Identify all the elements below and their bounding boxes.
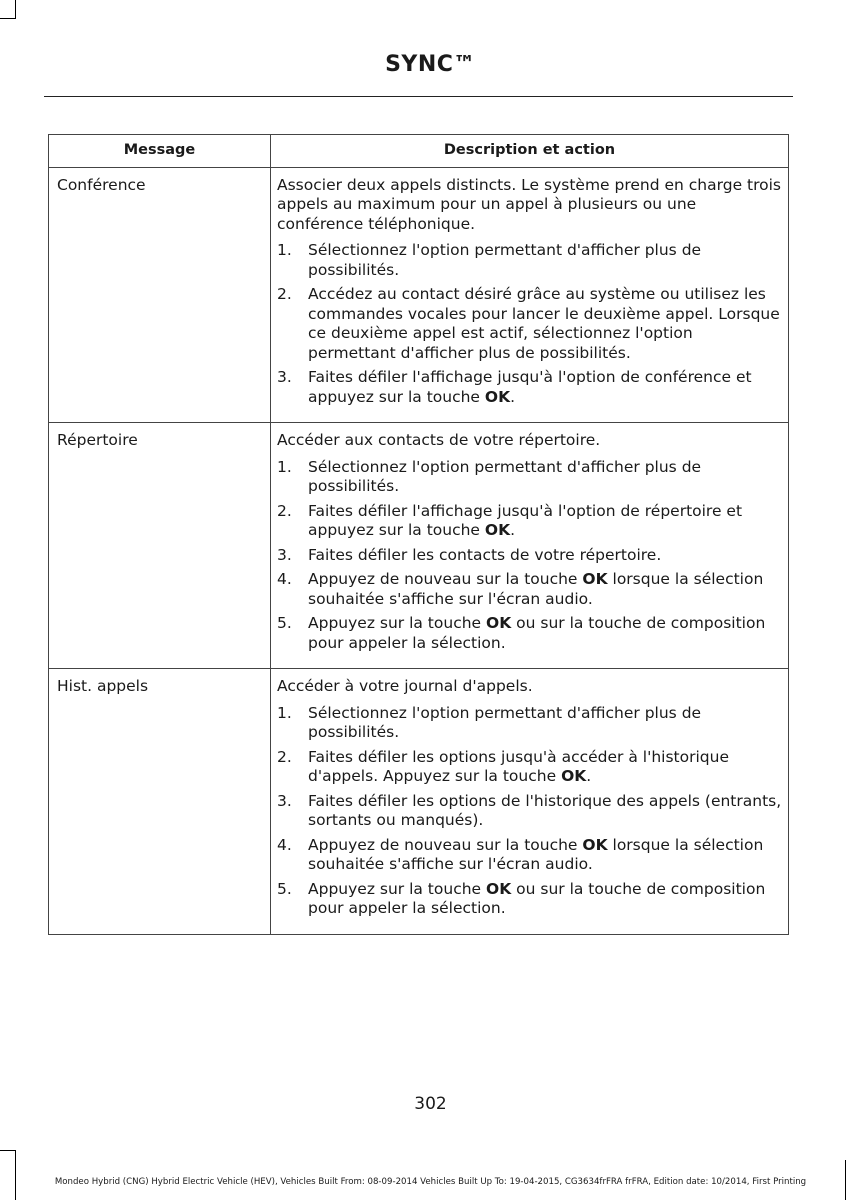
- step-item: [277, 792, 782, 831]
- page-title: SYNC™: [385, 52, 476, 77]
- step-number: 2.: [277, 501, 292, 520]
- step-text-main: Sélectionnez l'option permettant d'afficher plus de possibilités.: [308, 241, 702, 279]
- crop-mark-bottom-left-h: [0, 1150, 16, 1151]
- ok-key-label: OK: [486, 879, 512, 898]
- step-text: [308, 704, 782, 743]
- step-number: 2.: [277, 747, 292, 766]
- step-text-main: Appuyez sur la touche: [308, 614, 487, 632]
- message-table: [48, 134, 789, 935]
- message-cell: Conférence: [49, 167, 271, 423]
- step-text-after: lorsque la sélection souhaitée s'affiche sur l'écran audio.: [308, 570, 764, 608]
- step-text-after: .: [586, 767, 592, 785]
- table-row: [49, 167, 789, 423]
- ok-key-label: OK: [484, 521, 511, 539]
- ok-key-label: OK: [484, 387, 511, 406]
- message-cell: Répertoire: [49, 423, 271, 669]
- step-item: [277, 502, 782, 541]
- ok-key-label: OK: [582, 835, 608, 854]
- step-text: [308, 614, 782, 653]
- description-cell: [271, 167, 789, 423]
- step-item: [277, 368, 782, 407]
- step-text-after: .: [510, 521, 516, 539]
- step-text: [308, 241, 782, 280]
- table-row: [49, 669, 789, 935]
- title-divider: [44, 96, 793, 97]
- description-intro: Associer deux appels distincts. Le système prend en charge trois appels au maximum pour un appel à plusieurs ou une conférence téléphonique.: [277, 175, 782, 233]
- page-number: 302: [414, 1094, 447, 1114]
- step-item: [277, 704, 782, 743]
- step-text-after: lorsque la sélection souhaitée s'affiche sur l'écran audio.: [308, 835, 764, 873]
- step-number: 1.: [277, 241, 292, 259]
- step-item: [277, 570, 782, 609]
- table-body: [49, 167, 789, 934]
- step-number: 3.: [277, 368, 292, 386]
- step-text-after: ou sur la touche de composition pour appeler la sélection.: [308, 879, 766, 917]
- step-list: [277, 241, 782, 407]
- crop-mark-top-left-h: [0, 18, 16, 19]
- step-number: 5.: [277, 879, 292, 898]
- step-number: 1.: [277, 457, 292, 476]
- step-number: 1.: [277, 703, 292, 722]
- step-list: [277, 704, 782, 919]
- step-text-main: Faites défiler les options jusqu'à accéder à l'historique d'appels. Appuyez sur la touche: [308, 747, 729, 785]
- step-text-main: Sélectionnez l'option permettant d'afficher plus de possibilités.: [308, 457, 702, 495]
- step-number: 5.: [277, 614, 292, 632]
- column-header-description: Description et action: [271, 135, 789, 168]
- step-text-main: Faites défiler l'affichage jusqu'à l'option de conférence et appuyez sur la touche: [308, 368, 752, 406]
- step-number: 3.: [277, 791, 292, 810]
- step-item: [277, 614, 782, 653]
- step-text: [308, 285, 782, 363]
- crop-mark-bottom-left-v: [15, 1150, 16, 1200]
- ok-key-label: OK: [582, 570, 608, 588]
- description-cell: [271, 669, 789, 935]
- step-text-main: Accédez au contact désiré grâce au système ou utilisez les commandes vocales pour lancer le deuxième appel. Lorsque ce deuxième appel est actif, sélectionnez l'option permettant d'afficher plus de possibilités.: [308, 285, 780, 362]
- step-text: [308, 880, 782, 919]
- step-list: [277, 458, 782, 654]
- column-header-message: Message: [49, 135, 271, 168]
- step-item: [277, 546, 782, 566]
- step-text: [308, 458, 782, 497]
- step-item: [277, 285, 782, 363]
- ok-key-label: OK: [561, 767, 587, 785]
- step-item: [277, 748, 782, 787]
- step-text: [308, 368, 782, 407]
- step-text: [308, 792, 782, 831]
- description-intro: Accéder aux contacts de votre répertoire.: [277, 431, 601, 449]
- step-item: [277, 880, 782, 919]
- step-number: 4.: [277, 835, 292, 854]
- table-row: [49, 423, 789, 669]
- step-text: [308, 748, 782, 787]
- step-number: 4.: [277, 570, 292, 588]
- step-text-main: Faites défiler les contacts de votre répertoire.: [308, 545, 662, 564]
- description-cell: [271, 423, 789, 669]
- message-cell: Hist. appels: [49, 669, 271, 935]
- step-text: [308, 836, 782, 875]
- step-text: [308, 546, 782, 566]
- table-header-row: [49, 135, 789, 168]
- step-item: [277, 458, 782, 497]
- step-text-main: Appuyez sur la touche: [308, 879, 487, 898]
- step-text-main: Appuyez de nouveau sur la touche: [308, 835, 583, 854]
- step-text-main: Faites défiler l'affichage jusqu'à l'option de répertoire et appuyez sur la touche: [308, 501, 743, 539]
- footer-text: Mondeo Hybrid (CNG) Hybrid Electric Vehicle (HEV), Vehicles Built From: 08-09-2014 Vehicles Built Up To: 19-04-2015, CG3634frFRA frFRA, Edition date: 10/2014, First Printing: [54, 1177, 807, 1187]
- step-number: 3.: [277, 545, 292, 564]
- step-text-main: Appuyez de nouveau sur la touche: [308, 570, 583, 588]
- description-intro: Accéder à votre journal d'appels.: [277, 677, 533, 695]
- step-text-main: Faites défiler les options de l'historique des appels (entrants, sortants ou manqués).: [308, 791, 782, 829]
- step-item: [277, 836, 782, 875]
- ok-key-label: OK: [486, 614, 512, 632]
- step-text: [308, 570, 782, 609]
- crop-mark-top-left-v: [15, 0, 16, 18]
- step-number: 2.: [277, 285, 292, 303]
- step-text: [308, 502, 782, 541]
- step-item: [277, 241, 782, 280]
- step-text-main: Sélectionnez l'option permettant d'afficher plus de possibilités.: [308, 703, 702, 741]
- step-text-after: ou sur la touche de composition pour appeler la sélection.: [308, 614, 766, 652]
- step-text-after: .: [510, 387, 516, 406]
